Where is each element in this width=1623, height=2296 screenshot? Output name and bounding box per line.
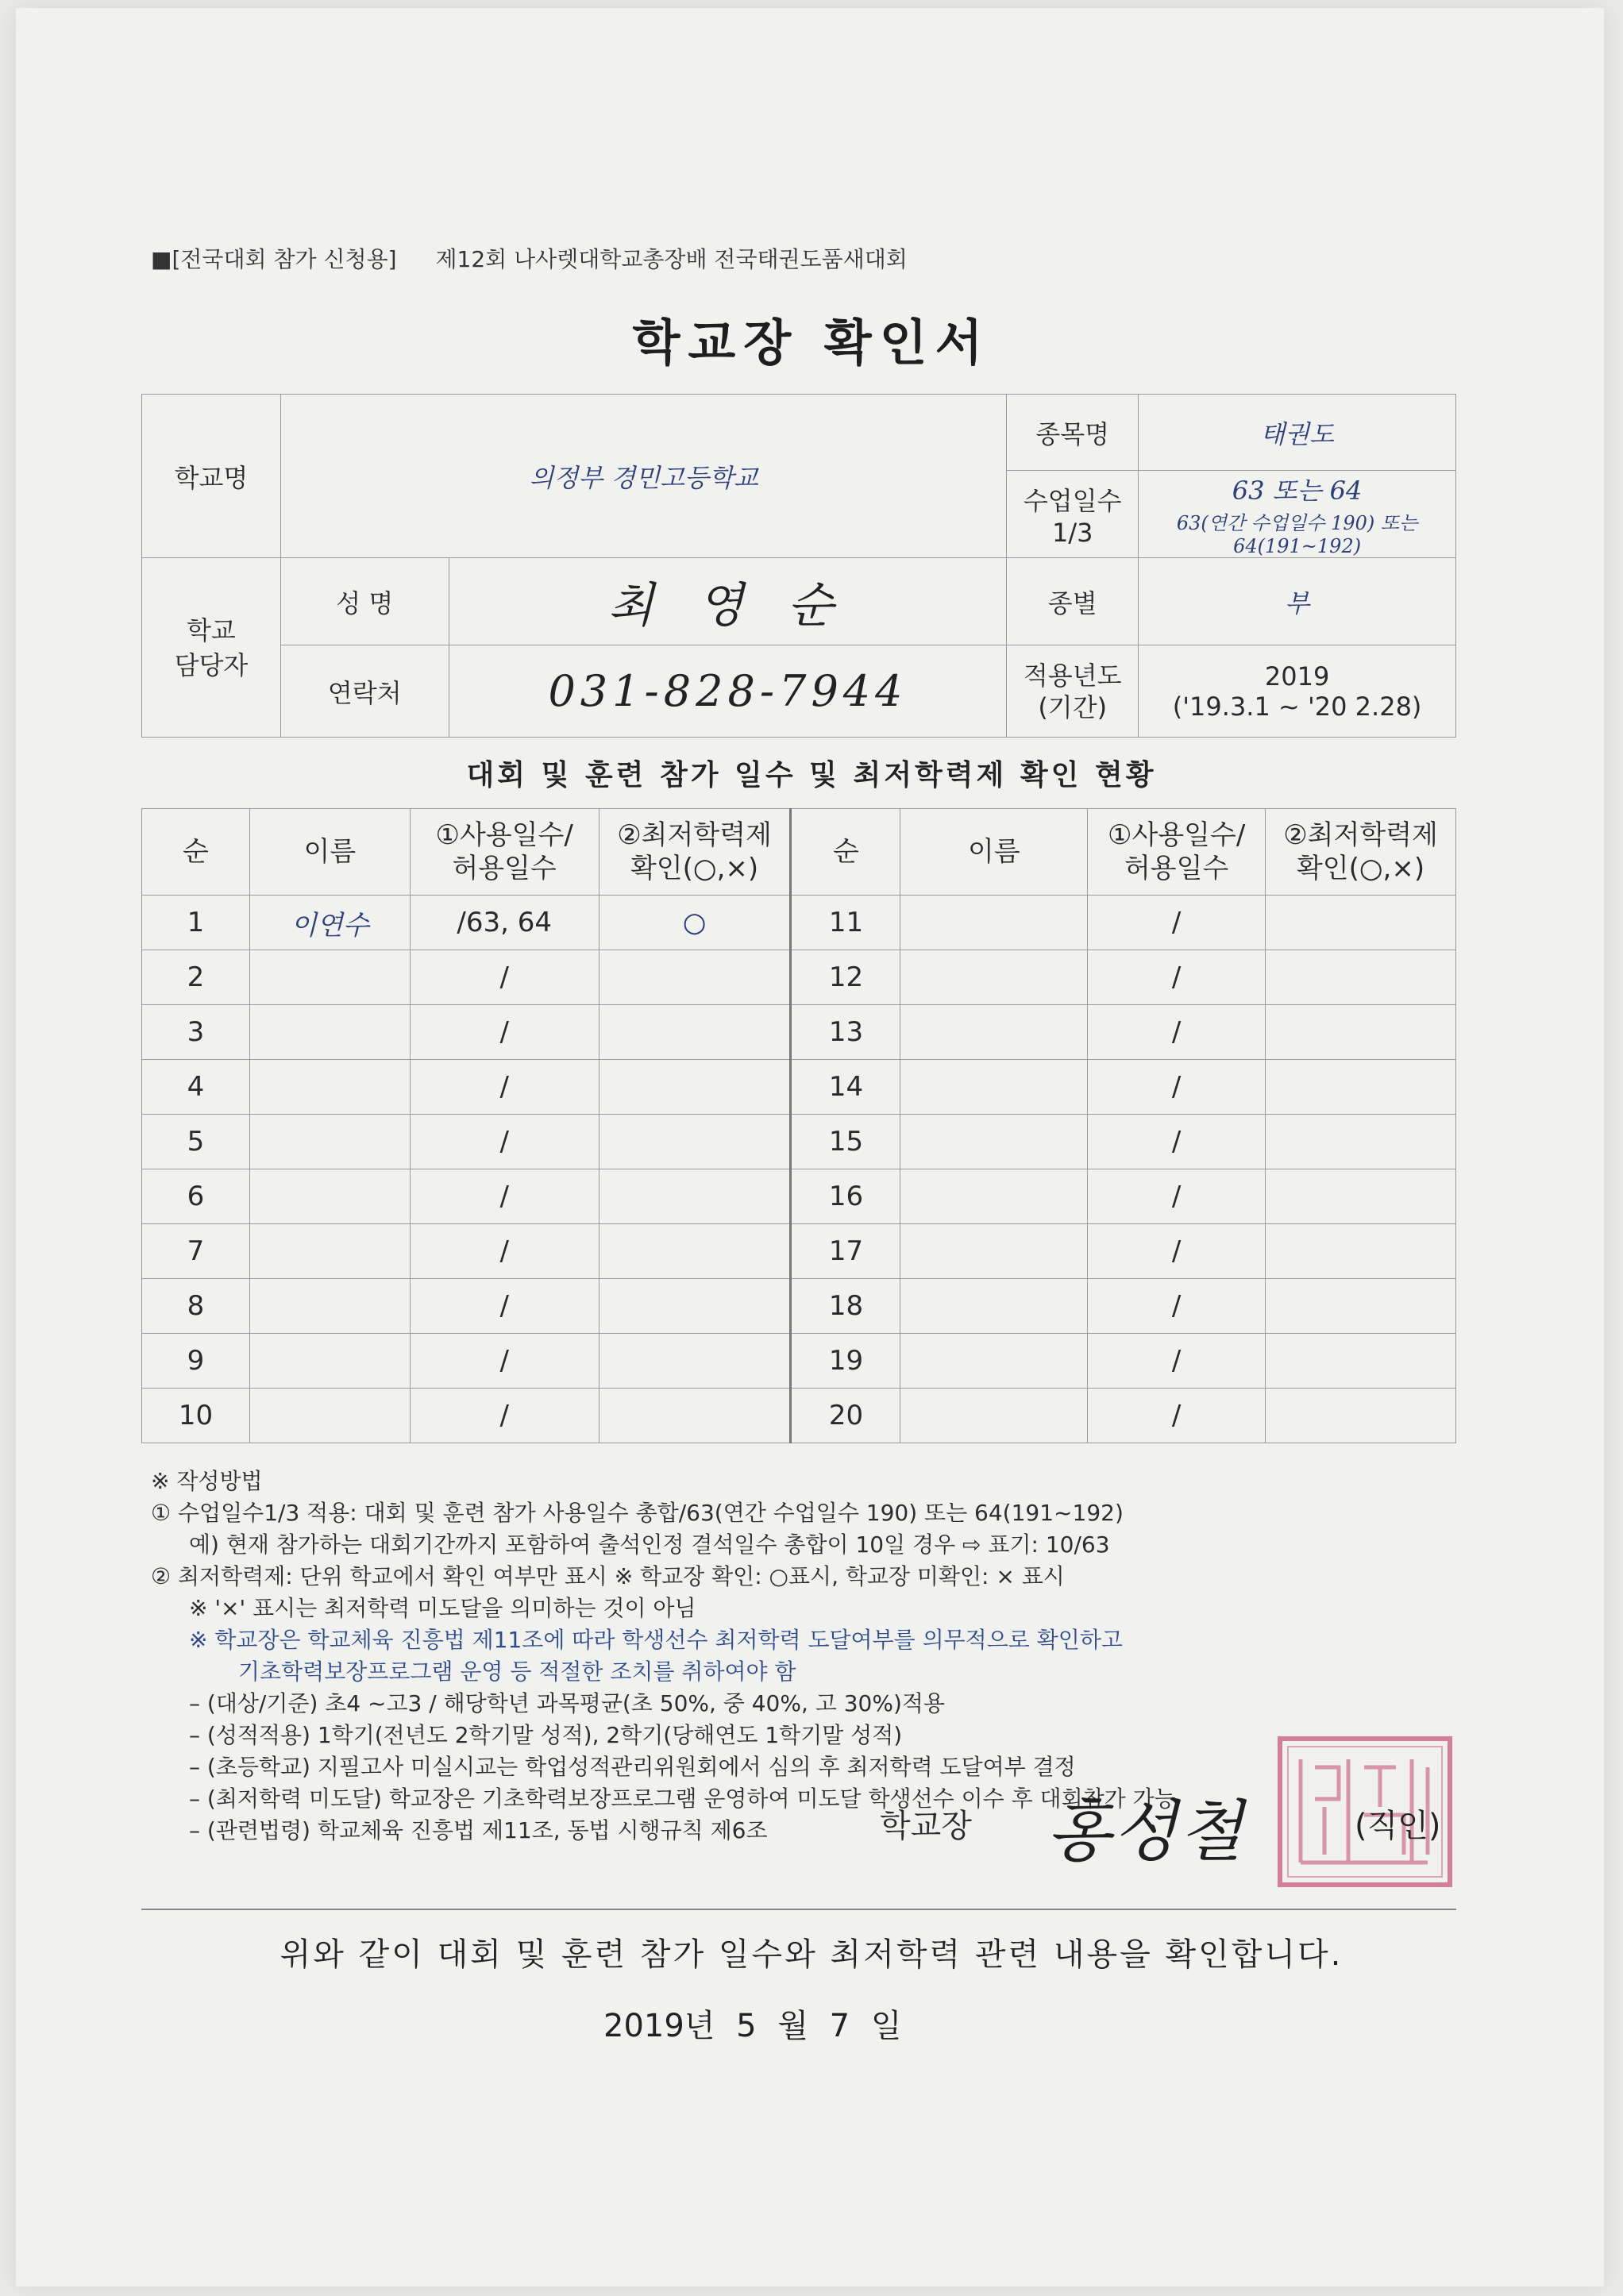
note-2: ② 최저학력제: 단위 학교에서 확인 여부만 표시 ※ 학교장 확인: ○표시, 학교장 미확인: × 표시 [151, 1563, 1065, 1589]
days-value-main: 63 또는 64 [1232, 476, 1363, 506]
row-number: 13 [791, 1005, 900, 1060]
row-min-check: ○ [599, 896, 791, 950]
row-name [249, 1169, 410, 1224]
row-min-check [1266, 1279, 1456, 1334]
row-number: 17 [791, 1224, 900, 1279]
notes-heading: ※ 작성방법 [151, 1468, 263, 1494]
table-row [142, 1005, 1456, 1060]
row-name [900, 1005, 1088, 1060]
row-min-check [599, 1169, 791, 1224]
year-range: ('19.3.1 ~ '20 2.28) [1172, 691, 1422, 722]
days-label-line2: 1/3 [1051, 517, 1093, 548]
row-name [900, 950, 1088, 1005]
row-days: / [410, 1389, 599, 1443]
row-number: 11 [791, 896, 900, 950]
row-days: /63, 64 [410, 896, 599, 950]
row-name [900, 1334, 1088, 1389]
row-number: 9 [142, 1334, 250, 1389]
row-days: / [1088, 1115, 1266, 1169]
row-days: / [410, 950, 599, 1005]
confirmation-statement: 위와 같이 대회 및 훈련 참가 일수와 최저학력 관련 내용을 확인합니다. [279, 1936, 1344, 1973]
detail-1: – (대상/기준) 초4 ~고3 / 해당학년 과목평균(초 50%, 중 40%, 고 30%)적용 [189, 1690, 945, 1716]
row-days: / [410, 1169, 599, 1224]
row-number: 3 [142, 1005, 250, 1060]
roster-body [142, 896, 1456, 1443]
col-no: 순 [142, 809, 250, 896]
row-name [249, 1279, 410, 1334]
detail-3: – (초등학교) 지필고사 미실시교는 학업성적관리위원회에서 심의 후 최저학력 도달여부 결정 [189, 1754, 1076, 1780]
row-name [900, 1169, 1088, 1224]
row-days: / [410, 1279, 599, 1334]
col-no: 순 [791, 809, 900, 896]
row-min-check [1266, 1389, 1456, 1443]
form-type-tag: ■[전국대회 참가 신청용] [151, 246, 397, 272]
year-value: 2019 [1264, 661, 1330, 691]
detail-2: – (성적적용) 1학기(전년도 2학기말 성적), 2학기(당해연도 1학기말 성적) [189, 1722, 903, 1748]
row-days: / [1088, 1005, 1266, 1060]
row-min-check [1266, 950, 1456, 1005]
row-days: / [1088, 1389, 1266, 1443]
row-number: 6 [142, 1169, 250, 1224]
name-label: 성 명 [280, 558, 449, 645]
table-row [142, 1060, 1456, 1115]
row-min-check [1266, 1115, 1456, 1169]
year-label: 적용년도 (기간) [1007, 645, 1139, 738]
table-row [142, 1279, 1456, 1334]
detail-5: – (관련법령) 학교체육 진흥법 제11조, 동법 시행규칙 제6조 [189, 1817, 768, 1843]
row-name [249, 1334, 410, 1389]
row-days: / [410, 1060, 599, 1115]
row-min-check [599, 1389, 791, 1443]
row-name [900, 896, 1088, 950]
row-days: / [410, 1005, 599, 1060]
signing-date: 2019년 5 월 7 일 [603, 2008, 902, 2044]
row-min-check [1266, 1169, 1456, 1224]
document-title: 학교장 확인서 [632, 314, 991, 372]
row-min-check [1266, 1060, 1456, 1115]
manager-name-value: 최 영 순 [449, 558, 1007, 645]
table-row [142, 1334, 1456, 1389]
note-1b: 예) 현재 참가하는 대회기간까지 포함하여 출석인정 결석일수 총합이 10일 경우 ⇨ 표기: 10/63 [189, 1531, 1110, 1558]
row-min-check [599, 1005, 791, 1060]
instructions [151, 1466, 1461, 1847]
row-number: 18 [791, 1279, 900, 1334]
school-label: 학교명 [142, 395, 281, 558]
col-days: ①사용일수/ 허용일수 [410, 809, 599, 896]
row-number: 1 [142, 896, 250, 950]
table-row [142, 1169, 1456, 1224]
row-number: 12 [791, 950, 900, 1005]
note-4b: 기초학력보장프로그램 운영 등 적절한 조치를 취하여야 함 [238, 1658, 796, 1685]
row-number: 14 [791, 1060, 900, 1115]
table-row [142, 1224, 1456, 1279]
roster-table [141, 808, 1456, 1443]
row-days: / [410, 1224, 599, 1279]
school-value: 의정부 경민고등학교 [280, 395, 1006, 558]
row-number: 2 [142, 950, 250, 1005]
row-number: 10 [142, 1389, 250, 1443]
row-number: 20 [791, 1389, 900, 1443]
row-days: / [1088, 1279, 1266, 1334]
note-3: ※ '×' 표시는 최저학력 미도달을 의미하는 것이 아님 [189, 1595, 696, 1621]
row-min-check [1266, 1005, 1456, 1060]
gender-value: 부 [1139, 558, 1456, 645]
row-days: / [410, 1115, 599, 1169]
row-name [249, 1389, 410, 1443]
row-name [249, 1224, 410, 1279]
row-name: 이연수 [249, 896, 410, 950]
manager-label: 학교 담당자 [142, 558, 281, 738]
row-min-check [1266, 1224, 1456, 1279]
row-number: 16 [791, 1169, 900, 1224]
row-min-check [1266, 1334, 1456, 1389]
row-min-check [599, 1060, 791, 1115]
divider-line [141, 1909, 1456, 1910]
row-name [249, 1005, 410, 1060]
note-1a: ① 수업일수1/3 적용: 대회 및 훈련 참가 사용일수 총합/63(연간 수업일수 190) 또는 64(191~192) [151, 1500, 1124, 1526]
col-days: ①사용일수/ 허용일수 [1088, 809, 1266, 896]
contact-label: 연락처 [280, 645, 449, 738]
row-min-check [599, 1115, 791, 1169]
table-row [142, 950, 1456, 1005]
gender-label: 종별 [1007, 558, 1139, 645]
col-name: 이름 [900, 809, 1088, 896]
roster-header-row [142, 809, 1456, 896]
table-row [142, 1389, 1456, 1443]
row-name [249, 1060, 410, 1115]
row-min-check [1266, 896, 1456, 950]
row-min-check [599, 1279, 791, 1334]
row-name [249, 1115, 410, 1169]
row-name [900, 1060, 1088, 1115]
document-header [151, 242, 908, 274]
row-number: 4 [142, 1060, 250, 1115]
event-name: 제12회 나사렛대학교총장배 전국태권도품새대회 [435, 246, 908, 272]
contact-value: 031-828-7944 [449, 645, 1007, 738]
year-value-cell [1139, 645, 1456, 738]
row-days: / [1088, 950, 1266, 1005]
col-min: ②최저학력제 확인(○,×) [1266, 809, 1456, 896]
row-number: 8 [142, 1279, 250, 1334]
detail-4: – (최저학력 미도달) 학교장은 기초학력보장프로그램 운영하여 미도달 학생선수 이수 후 대회참가 가능 [189, 1786, 1176, 1812]
col-name: 이름 [249, 809, 410, 896]
row-name [900, 1389, 1088, 1443]
principal-signature: 홍성철 [1047, 1793, 1245, 1870]
row-min-check [599, 1334, 791, 1389]
row-days: / [1088, 1334, 1266, 1389]
sport-label: 종목명 [1007, 395, 1139, 471]
row-days: / [1088, 1060, 1266, 1115]
days-label [1007, 471, 1139, 558]
table-row [142, 1115, 1456, 1169]
row-name [900, 1279, 1088, 1334]
col-min: ②최저학력제 확인(○,×) [599, 809, 791, 896]
row-name [900, 1224, 1088, 1279]
row-days: / [1088, 1169, 1266, 1224]
row-days: / [410, 1334, 599, 1389]
row-number: 5 [142, 1115, 250, 1169]
row-name [249, 950, 410, 1005]
seal-label: (직인) [1355, 1808, 1441, 1844]
row-number: 15 [791, 1115, 900, 1169]
row-min-check [599, 1224, 791, 1279]
info-table [141, 394, 1456, 738]
row-number: 7 [142, 1224, 250, 1279]
row-days: / [1088, 1224, 1266, 1279]
row-number: 19 [791, 1334, 900, 1389]
sport-value: 태권도 [1139, 395, 1456, 471]
days-value-detail: 63(연간 수업일수 190) 또는 64(191~192) [1176, 512, 1418, 557]
note-4a: ※ 학교장은 학교체육 진흥법 제11조에 따라 학생선수 최저학력 도달여부를 의무적으로 확인하고 [189, 1627, 1123, 1653]
days-label-line1: 수업일수 [1023, 485, 1122, 516]
principal-label: 학교장 [880, 1808, 972, 1844]
days-value [1139, 471, 1456, 558]
row-name [900, 1115, 1088, 1169]
table-row [142, 896, 1456, 950]
roster-subtitle: 대회 및 훈련 참가 일수 및 최저학력제 확인 현황 [466, 759, 1157, 792]
row-days: / [1088, 896, 1266, 950]
row-min-check [599, 950, 791, 1005]
